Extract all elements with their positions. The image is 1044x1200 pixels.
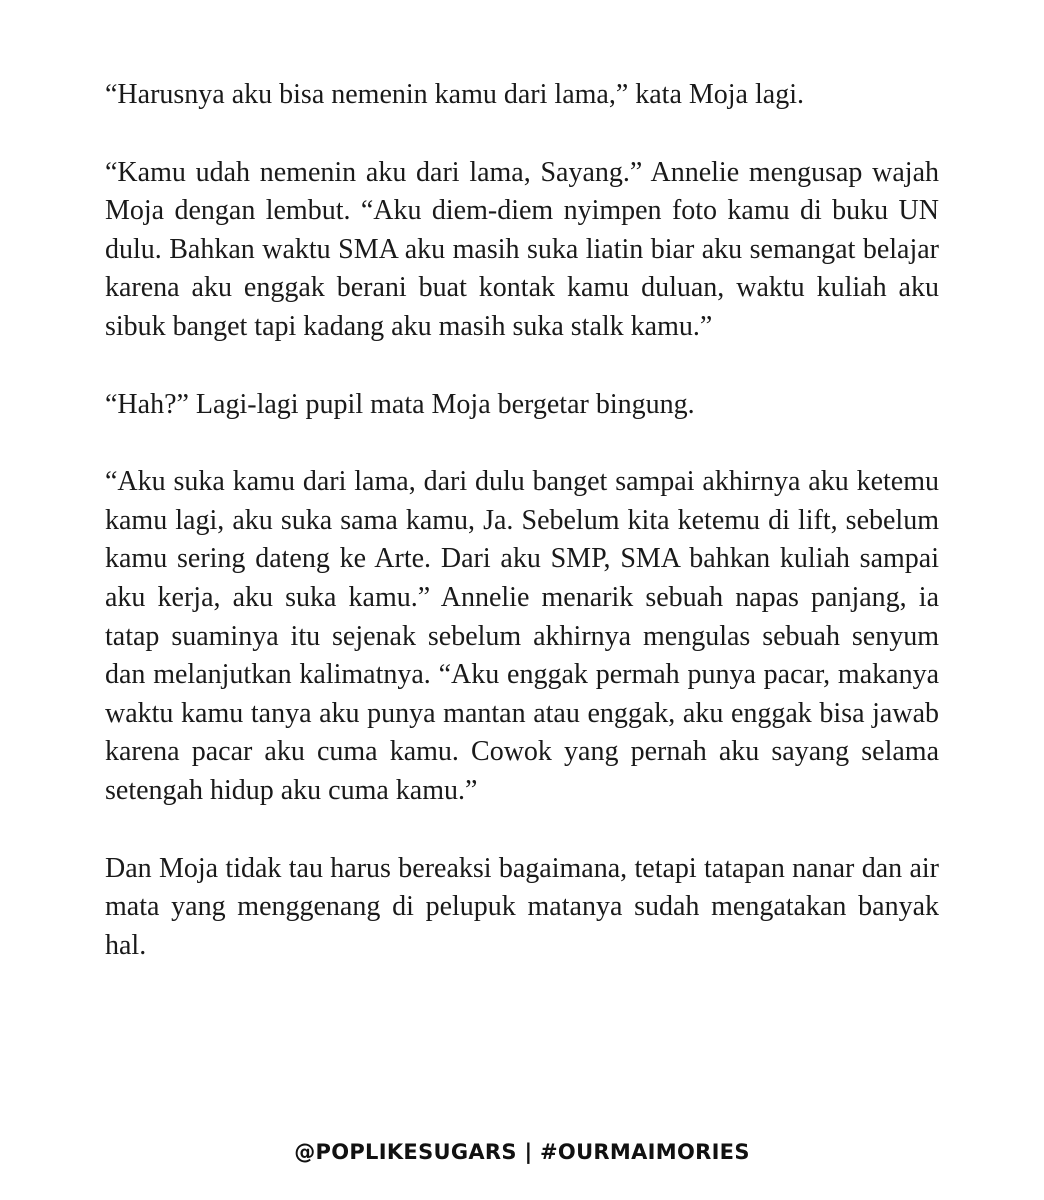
- paragraph-gap: [105, 347, 939, 386]
- paragraph-5: Dan Moja tidak tau harus bereaksi bagaimana, tetapi tatapan nanar dan air mata yang menggenang di pelupuk matanya sudah mengatakan banyak hal.: [105, 852, 939, 961]
- paragraph-2: “Kamu udah nemenin aku dari lama, Sayang.” Annelie mengusap wajah Moja dengan lembut. “Aku diem-diem nyimpen foto kamu di buku UN dulu. Bahkan waktu SMA aku masih suka liatin biar aku semangat belajar karena aku enggak berani buat kontak kamu duluan, waktu kuliah aku sibuk banget tapi kadang aku masih suka stalk kamu.”: [105, 156, 939, 342]
- paragraph-1: “Harusnya aku bisa nemenin kamu dari lama,” kata Moja lagi.: [105, 79, 804, 110]
- paragraph-gap: [105, 424, 939, 463]
- story-text: [105, 76, 939, 965]
- paragraph-4: “Aku suka kamu dari lama, dari dulu banget sampai akhirnya aku ketemu kamu lagi, aku suka sama kamu, Ja. Sebelum kita ketemu di lift, sebelum kamu sering dateng ke Arte. Dari aku SMP, SMA bahkan kuliah sampai aku kerja, aku suka kamu.” Annelie menarik sebuah napas panjang, ia tatap suaminya itu sejenak sebelum akhirnya mengulas sebuah senyum dan melanjutkan kalimatnya. “Aku enggak permah punya pacar, makanya waktu kamu tanya aku punya mantan atau enggak, aku enggak bisa jawab karena pacar aku cuma kamu. Cowok yang pernah aku sayang selama setengah hidup aku cuma kamu.”: [105, 466, 939, 806]
- paragraph-gap: [105, 115, 939, 154]
- footer-credit: @POPLIKESUGARS | #OURMAIMORIES: [294, 1140, 750, 1164]
- paragraph-gap: [105, 811, 939, 850]
- paragraph-3: “Hah?” Lagi-lagi pupil mata Moja bergetar bingung.: [105, 388, 695, 420]
